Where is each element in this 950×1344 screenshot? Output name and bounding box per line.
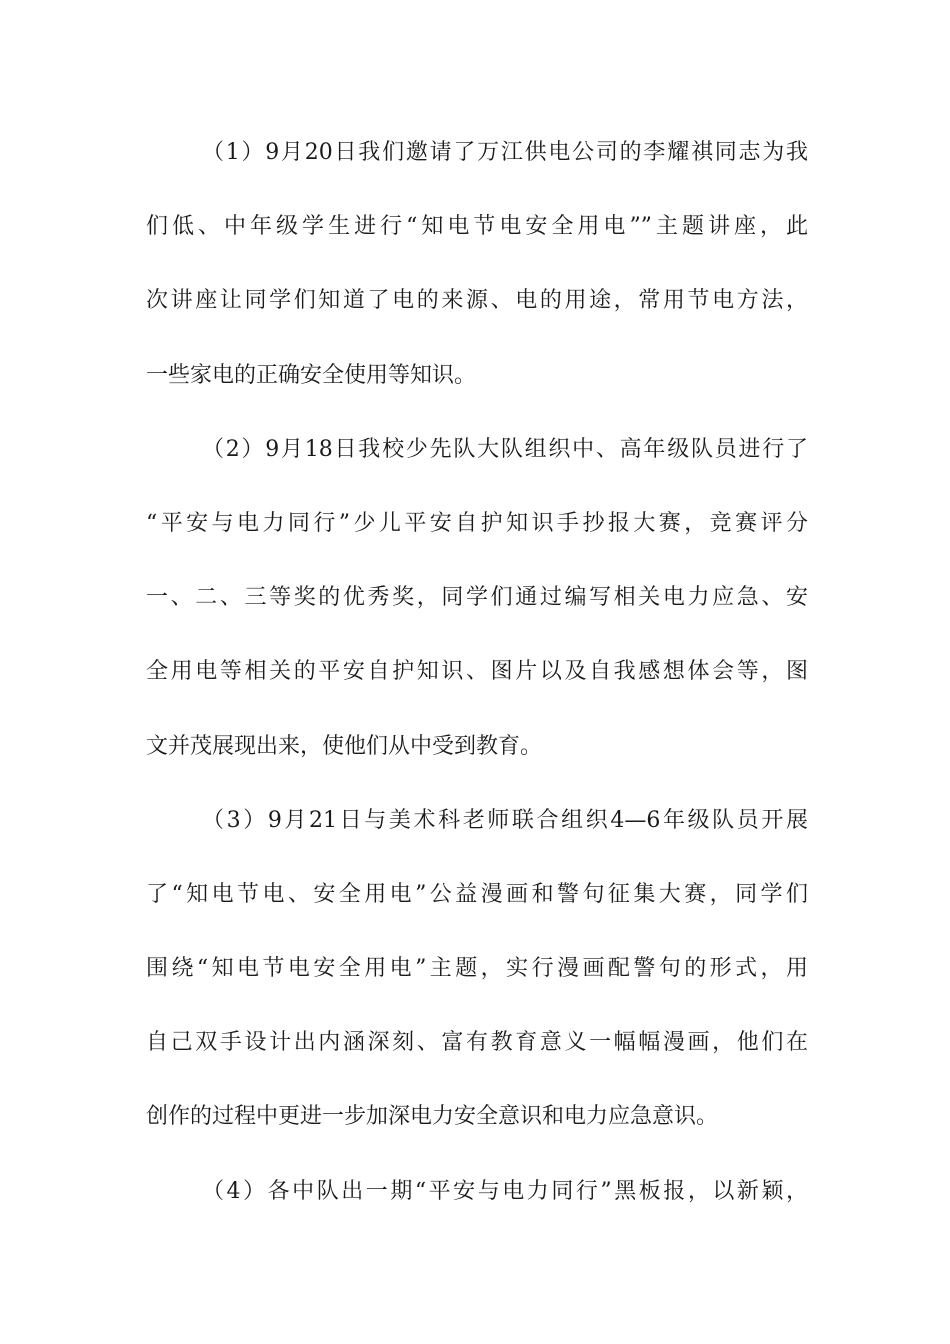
paragraph-line: 了“知电节电、安全用电”公益漫画和警句征集大赛，同学们 bbox=[146, 881, 808, 907]
paragraph-line: 创作的过程中更进一步加深电力安全意识和电力应急意识。 bbox=[146, 1104, 719, 1130]
paragraph-4 bbox=[146, 1155, 808, 1229]
paragraph-line: 们低、中年级学生进行“知电节电安全用电””主题讲座，此 bbox=[146, 214, 808, 240]
paragraph-line: （1）9月20日我们邀请了万江供电公司的李耀祺同志为我 bbox=[202, 140, 808, 165]
paragraph-line: 全用电等相关的平安自护知识、图片以及自我感想体会等，图 bbox=[146, 659, 808, 685]
paragraph-line: 一、二、三等奖的优秀奖，同学们通过编写相关电力应急、安 bbox=[146, 585, 808, 611]
paragraph-line: （3）9月21日与美术科老师联合组织4—6年级队员开展 bbox=[202, 807, 808, 833]
paragraph-line: 次讲座让同学们知道了电的来源、电的用途，常用节电方法， bbox=[146, 288, 808, 314]
paragraph-1 bbox=[146, 116, 808, 413]
paragraph-line: 文并茂展现出来，使他们从中受到教育。 bbox=[146, 733, 543, 759]
paragraph-line: “平安与电力同行”少儿平安自护知识手抄报大赛，竞赛评分 bbox=[146, 510, 808, 536]
paragraph-line: 围绕“知电节电安全用电”主题，实行漫画配警句的形式，用 bbox=[146, 956, 808, 982]
paragraph-line: 自己双手设计出内涵深刻、富有教育意义一幅幅漫画，他们在 bbox=[146, 1030, 808, 1056]
paragraph-line: （2）9月18日我校少先队大队组织中、高年级队员进行了 bbox=[202, 436, 808, 462]
paragraph-line: （4）各中队出一期“平安与电力同行”黑板报，以新颖， bbox=[202, 1178, 808, 1204]
paragraph-line: 一些家电的正确安全使用等知识。 bbox=[146, 362, 477, 388]
document-body bbox=[146, 116, 808, 1229]
paragraph-3 bbox=[146, 784, 808, 1155]
paragraph-2 bbox=[146, 413, 808, 784]
